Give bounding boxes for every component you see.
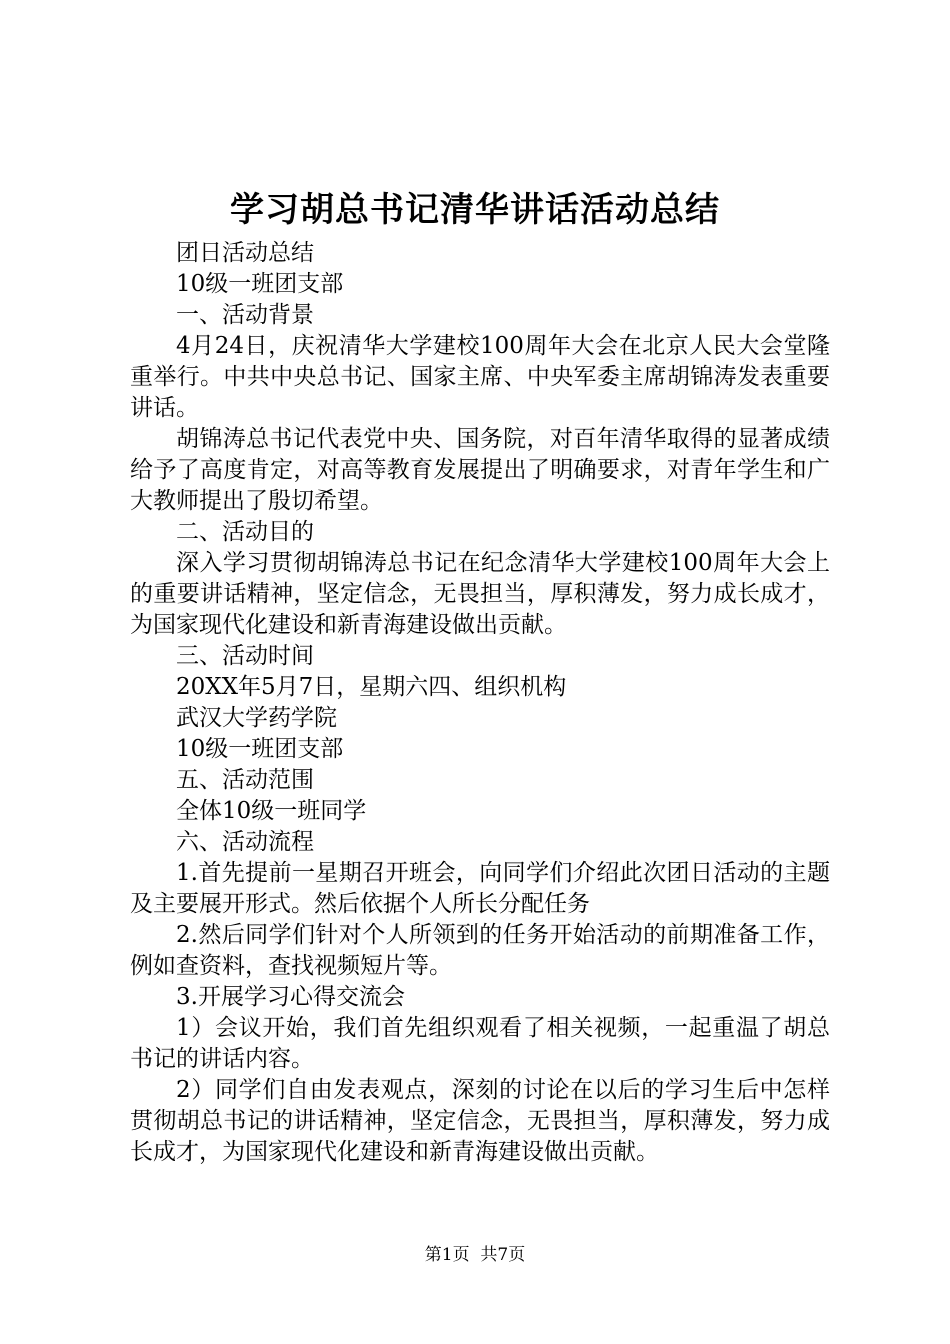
paragraph: 全体10级一班同学 xyxy=(176,798,367,824)
paragraph: 深入学习贯彻胡锦涛总书记在纪念清华大学建校100周年大会上的重要讲话精神，坚定信念，无畏担当，厚积薄发，努力成长成才，为国家现代化建设和新青海建设做出贡献。 xyxy=(130,550,830,638)
paragraph: 胡锦涛总书记代表党中央、国务院，对百年清华取得的显著成绩给予了高度肯定，对高等教育发展提出了明确要求，对青年学生和广大教师提出了殷切希望。 xyxy=(130,426,830,514)
paragraph: 20XX年5月7日，星期六四、组织机构 xyxy=(176,674,567,700)
paragraph: 10级一班团支部 xyxy=(176,736,344,762)
list-item: 1.首先提前一星期召开班会，向同学们介绍此次团日活动的主题及主要展开形式。然后依据个人所长分配任务 xyxy=(130,860,830,917)
page-number: 第1页 xyxy=(424,1245,470,1265)
list-item: 3.开展学习心得交流会 xyxy=(176,984,405,1010)
page-total: 共7页 xyxy=(480,1245,526,1265)
paragraph: 10级一班团支部 xyxy=(176,271,344,297)
section-heading: 三、活动时间 xyxy=(176,643,314,669)
section-heading: 二、活动目的 xyxy=(176,519,314,545)
list-item: 2.然后同学们针对个人所领到的任务开始活动的前期准备工作，例如查资料，查找视频短片等。 xyxy=(130,922,830,979)
page-footer xyxy=(0,1243,950,1267)
sub-list-item: 1）会议开始，我们首先组织观看了相关视频，一起重温了胡总书记的讲话内容。 xyxy=(130,1015,830,1072)
section-heading: 一、活动背景 xyxy=(176,302,314,328)
document-body xyxy=(130,238,830,1168)
document-title: 学习胡总书记清华讲话活动总结 xyxy=(230,190,720,230)
section-heading: 六、活动流程 xyxy=(176,829,314,855)
paragraph: 4月24日，庆祝清华大学建校100周年大会在北京人民大会堂隆重举行。中共中央总书记、国家主席、中央军委主席胡锦涛发表重要讲话。 xyxy=(130,333,830,421)
sub-list-item: 2）同学们自由发表观点，深刻的讨论在以后的学习生后中怎样贯彻胡总书记的讲话精神，坚定信念，无畏担当，厚积薄发，努力成长成才，为国家现代化建设和新青海建设做出贡献。 xyxy=(130,1077,830,1165)
paragraph: 团日活动总结 xyxy=(176,240,314,266)
paragraph: 武汉大学药学院 xyxy=(176,705,337,731)
section-heading: 五、活动范围 xyxy=(176,767,314,793)
